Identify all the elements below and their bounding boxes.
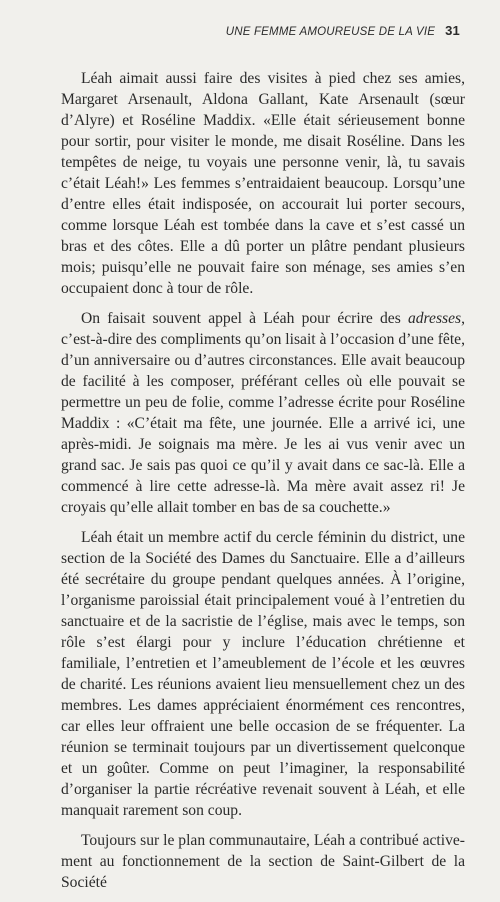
- page-number: 31: [445, 23, 460, 38]
- paragraph: [61, 308, 465, 518]
- paragraph: Léah était un membre actif du cercle féminin du district, une section de la Société des Dames du Sanctuaire. Elle a d’ailleurs été secrétaire du groupe pendant quelques années. À l’origine, l’organisme paroissial était principalement voué à l’entretien du sanctuaire et de la sacristie de l’église, mais avec le temps, son rôle s’est élargi pour y inclure l’éducation chrétienne et familiale, l’entretien et l’ameublement de l’école et les œuvres de charité. Les réunions avaient lieu mensuellement chez un des membres. Les dames appréciaient énormément ces rencontres, car elles leur offraient une belle occasion de se fréquenter. La réunion se terminait toujours par un divertissement quelconque et un goûter. Comme on peut l’imaginer, la responsabilité d’organiser la partie récréative revenait souvent à Léah, et elle manquait rarement son coup.: [61, 529, 465, 819]
- paragraph-text: , c’est-à-dire des compliments qu’on lisait à l’occasion d’une fête, d’un anniversaire ou d’autres circonstances. Elle avait beaucoup de facilité à les composer, préférant celles où elle pouvait se permettre un peu de folie, comme l’adresse écrite pour Roséline Maddix : «C’était ma fête, une journée. Elle a arrivé ici, une après-midi. Je soignais ma mère. Je les ai vus venir avec un grand sac. Je sais pas quoi ce qu’il y avait dans ce sac-là. Elle a commencé à lire cette adresse-là. Ma mère avait assez ri! Je croyais qu’elle allait tomber en bas de sa couchette.»: [61, 310, 465, 516]
- running-head-title: UNE FEMME AMOUREUSE DE LA VIE: [225, 26, 436, 38]
- paragraph: Léah aimait aussi faire des visites à pied chez ses amies, Margaret Arsenault, Aldona Gallant, Kate Arsenault (sœur d’Alyre) et Roséline Maddix. «Elle était sérieusement bonne pour sortir, pour visiter le monde, me disait Roséline. Dans les tempêtes de neige, tu voyais une personne venir, là, tu savais c’était Léah!» Les femmes s’entraidaient beaucoup. Lorsqu’une d’entre elles était indisposée, on accourait lui porter secours, comme lorsque Léah est tombée dans la cave et s’est cassé un bras et des côtes. Elle a dû porter un plâtre pendant plusieurs mois; puisqu’elle ne pouvait faire son ménage, ses amies s’en occupaient donc à tour de rôle.: [61, 70, 465, 297]
- body-text: [61, 68, 465, 902]
- running-head: [60, 23, 460, 38]
- paragraph-text: On faisait souvent appel à Léah pour écrire des: [81, 310, 408, 327]
- paragraph: Toujours sur le plan communautaire, Léah a contribué activement au fonctionnement de la section de Saint-Gilbert de la Société: [61, 832, 465, 891]
- emphasized-word: adresses: [407, 310, 462, 327]
